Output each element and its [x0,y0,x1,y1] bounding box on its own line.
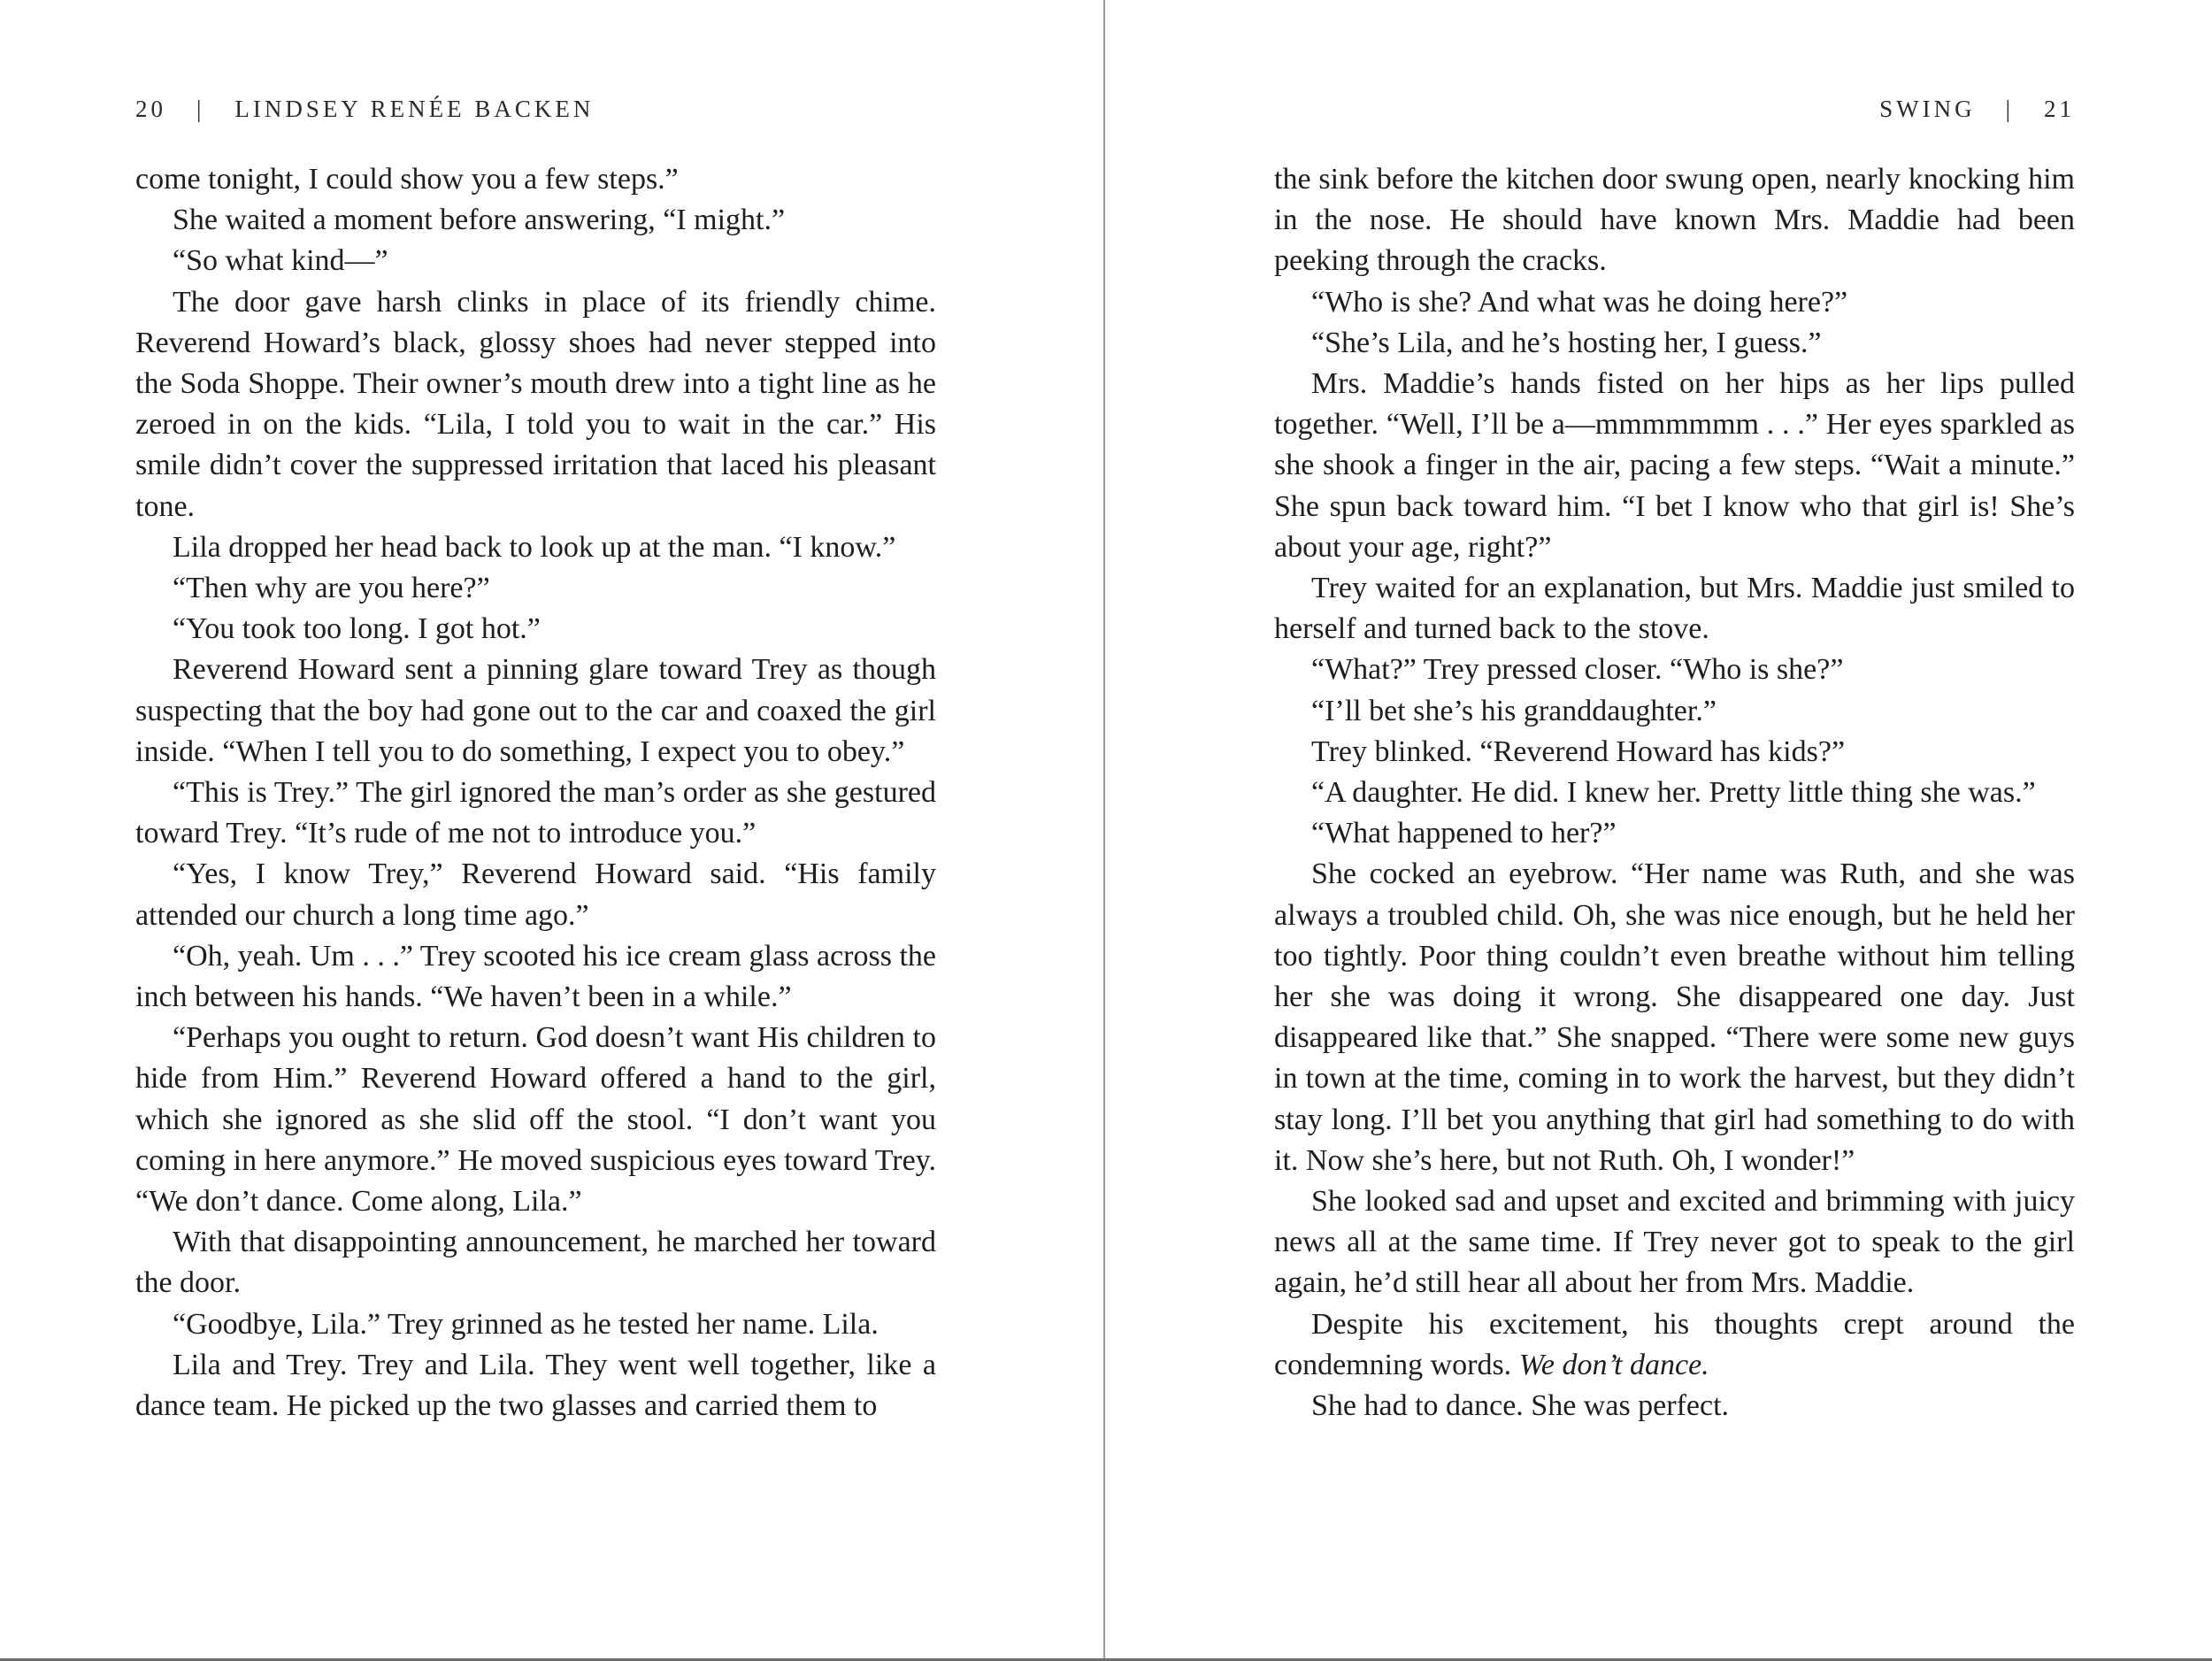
paragraph: Trey waited for an explanation, but Mrs. Maddie just smiled to herself and turned back to the stove. [1274,572,2075,646]
left-page-number: 20 [135,96,166,122]
paragraph: Reverend Howard sent a pinning glare toward Trey as though suspecting that the boy had gone out to the car and coaxed the girl inside. “When I tell you to do something, I expect you to obey.” [135,653,936,768]
paragraph: Lila and Trey. Trey and Lila. They went well together, like a dance team. He picked up the two glasses and carried them to [135,1348,936,1423]
paragraph: “Perhaps you ought to return. God doesn’t want His children to hide from Him.” Reverend Howard offered a hand to the girl, which she ignored as she slid off the stool. “I don’t want you coming in here anymore.” He moved suspicious eyes toward Trey. “We don’t dance. Come along, Lila.” [135,1021,936,1219]
paragraph: come tonight, I could show you a few steps.” [135,163,679,196]
paragraph: She looked sad and upset and excited and brimming with juicy news all at the same time. If Trey never got to speak to the girl again, he’d still hear all about her from Mrs. Maddie. [1274,1185,2075,1300]
paragraph [1274,1304,2075,1386]
paragraph: “Oh, yeah. Um . . .” Trey scooted his ice cream glass across the inch between his hands. “We haven’t been in a while.” [135,939,936,1014]
paragraph: “She’s Lila, and he’s hosting her, I guess.” [1311,326,1822,359]
paragraph: “Goodbye, Lila.” Trey grinned as he tested her name. Lila. [173,1307,879,1341]
italic-phrase: We don’t dance. [1518,1348,1709,1381]
left-page-text [135,159,936,1426]
left-header-separator: | [196,96,205,122]
right-page-text [1274,159,2075,1426]
paragraph: Mrs. Maddie’s hands fisted on her hips as her lips pulled together. “Well, I’ll be a—mmmmmmm . . .” Her eyes sparkled as she shook a finger in the air, pacing a few steps. “Wait a minute.” She spun back toward him. “I bet I know who that girl is! She’s about your age, right?” [1274,367,2075,564]
paragraph: the sink before the kitchen door swung open, nearly knocking him in the nose. He should have known Mrs. Maddie had been peeking through the cracks. [1274,163,2075,278]
paragraph: “Then why are you here?” [173,572,490,605]
paragraph: The door gave harsh clinks in place of its friendly chime. Reverend Howard’s black, glossy shoes had never stepped into the Soda Shoppe. Their owner’s mouth drew into a tight line as he zeroed in on the kids. “Lila, I told you to wait in the car.” His smile didn’t cover the suppressed irritation that laced his pleasant tone. [135,285,936,523]
page-gutter [1103,0,1105,1661]
paragraph: “What?” Trey pressed closer. “Who is she?” [1311,653,1844,687]
left-author-name: LINDSEY RENÉE BACKEN [234,96,595,122]
left-running-head [135,96,936,131]
paragraph: “What happened to her?” [1311,817,1617,850]
paragraph: “Yes, I know Trey,” Reverend Howard said. “His family attended our church a long time ago.” [135,857,936,932]
right-book-title: SWING [1879,96,1976,122]
paragraph-text: Despite his excitement, his thoughts crept around the condemning words. [1274,1307,2075,1381]
paragraph: Trey blinked. “Reverend Howard has kids?” [1311,734,1846,768]
paragraph: “I’ll bet she’s his granddaughter.” [1311,694,1717,727]
paragraph: “This is Trey.” The girl ignored the man’s order as she gestured toward Trey. “It’s rude of me not to introduce you.” [135,776,936,850]
paragraph: Lila dropped her head back to look up at the man. “I know.” [173,530,896,564]
right-header-separator: | [2005,96,2014,122]
paragraph: “You took too long. I got hot.” [173,612,541,646]
right-page [1274,0,2075,1655]
paragraph: “A daughter. He did. I knew her. Pretty little thing she was.” [1311,776,2036,810]
paragraph: She had to dance. She was perfect. [1311,1389,1730,1423]
paragraph: She cocked an eyebrow. “Her name was Ruth, and she was always a troubled child. Oh, she was nice enough, but he held her too tightly. Poor thing couldn’t even breathe without him telling her she was doing it wrong. She disappeared one day. Just disappeared like that.” She snapped. “There were some new guys in town at the time, coming in to work the harvest, but they didn’t stay long. I’ll bet you anything that girl had something to do with it. Now she’s here, but not Ruth. Oh, I wonder!” [1274,857,2075,1177]
paragraph: “Who is she? And what was he doing here?” [1311,285,1848,319]
left-page [135,0,936,1655]
paragraph: She waited a moment before answering, “I might.” [173,204,786,237]
paragraph: “So what kind—” [173,244,388,278]
right-page-number: 21 [2044,96,2075,122]
paragraph: With that disappointing announcement, he marched her toward the door. [135,1226,936,1300]
right-running-head [1274,96,2075,131]
